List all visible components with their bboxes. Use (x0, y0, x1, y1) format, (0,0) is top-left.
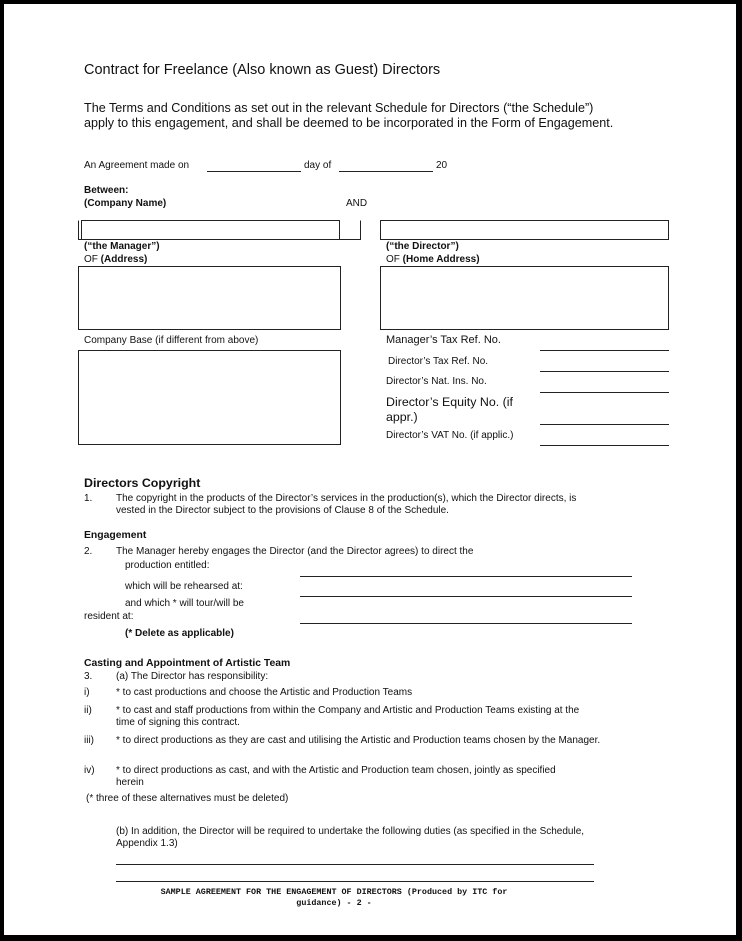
and-label: AND (346, 198, 368, 209)
duties-field-line[interactable] (116, 864, 594, 865)
director-equity-field[interactable] (540, 424, 669, 425)
agreement-made-on-label: An Agreement made on (84, 160, 190, 171)
production-entitled-label: production entitled: (125, 560, 210, 571)
manager-tax-ref-field[interactable] (540, 350, 669, 351)
tour-label: and which * will tour/will be (125, 598, 244, 609)
casting-b-text: (b) In addition, the Director will be required to undertake the following duties (as specified in the Schedule, Appendix 1.3) (116, 826, 585, 849)
rehearsal-venue-field[interactable] (300, 596, 632, 597)
footer-line: guidance) - 2 - (296, 898, 372, 908)
copyright-text: The copyright in the products of the Director’s services in the production(s), which the Director directs, is vested in the Director subject to the provisions of Clause 8 of the Schedule. (116, 493, 577, 516)
production-title-field[interactable] (300, 576, 632, 577)
page-footer (114, 887, 554, 909)
manager-address-label: OF (Address) (84, 254, 148, 265)
agreement-date-field[interactable] (207, 171, 301, 172)
copyright-heading: Directors Copyright (84, 476, 201, 490)
duties-field-line[interactable] (116, 881, 594, 882)
casting-a-label: (a) The Director has responsibility: (116, 671, 269, 682)
director-label: (“the Director”) (386, 241, 459, 252)
day-of-label: day of (304, 160, 332, 171)
document-title: Contract for Freelance (Also known as Guest) Directors (84, 62, 441, 78)
list-item: * to cast and staff productions from within the Company and Artistic and Production Teams existing at the time of signing this contract. (116, 705, 580, 728)
list-item: * to direct productions as they are cast and utilising the Artistic and Production teams chosen by the Manager. (116, 735, 601, 746)
clause-number: 3. (84, 671, 93, 682)
list-item-number: i) (84, 687, 90, 698)
agreement-month-field[interactable] (339, 171, 433, 172)
intro-paragraph: The Terms and Conditions as set out in the relevant Schedule for Directors (“the Schedule”) apply to this engagement, and shall be deemed to be incorporated in the Form of Engagement. (84, 101, 614, 130)
list-item: * to cast productions and choose the Artistic and Production Teams (116, 687, 413, 698)
clause-number: 1. (84, 493, 93, 504)
tax-ref-label: Director’s Tax Ref. No. (388, 356, 489, 367)
director-name-field[interactable] (380, 220, 669, 240)
resident-label: resident at: (84, 611, 134, 622)
casting-heading: Casting and Appointment of Artistic Team (84, 658, 291, 669)
list-item-number: ii) (84, 705, 92, 716)
manager-label: (“the Manager”) (84, 241, 160, 252)
engagement-heading: Engagement (84, 530, 147, 541)
company-base-label: Company Base (if different from above) (84, 335, 259, 346)
list-item-number: iv) (84, 765, 95, 776)
tour-venue-field[interactable] (300, 623, 632, 624)
tax-ref-label: Director’s Equity No. (if appr.) (386, 395, 513, 424)
clause-number: 2. (84, 546, 93, 557)
company-name-label: (Company Name) (84, 198, 167, 209)
footer-line: SAMPLE AGREEMENT FOR THE ENGAGEMENT OF DIRECTORS (Produced by ITC for (160, 887, 508, 897)
director-tax-ref-field[interactable] (540, 371, 669, 372)
director-nat-ins-field[interactable] (540, 392, 669, 393)
between-label: Between: (84, 185, 129, 196)
director-address-label: OF (Home Address) (386, 254, 480, 265)
rehearsed-label: which will be rehearsed at: (125, 581, 243, 592)
list-item: * to direct productions as cast, and with the Artistic and Production team chosen, jointly as specified herein (116, 765, 556, 788)
tax-ref-label: Director’s Nat. Ins. No. (386, 376, 487, 387)
list-item-number: iii) (84, 735, 94, 746)
director-address-field[interactable] (380, 266, 669, 330)
tax-ref-label: Manager’s Tax Ref. No. (386, 334, 501, 346)
tax-ref-label: Director’s VAT No. (if applic.) (386, 430, 514, 441)
alternatives-note: (* three of these alternatives must be deleted) (86, 793, 289, 804)
manager-address-field[interactable] (78, 266, 341, 330)
company-base-field[interactable] (78, 350, 341, 445)
delete-note: (* Delete as applicable) (125, 628, 234, 639)
year-prefix: 20 (436, 160, 448, 171)
director-vat-field[interactable] (540, 445, 669, 446)
engagement-line1: The Manager hereby engages the Director (and the Director agrees) to direct the (116, 546, 474, 557)
document-page (4, 4, 736, 935)
company-name-field[interactable] (81, 220, 340, 240)
